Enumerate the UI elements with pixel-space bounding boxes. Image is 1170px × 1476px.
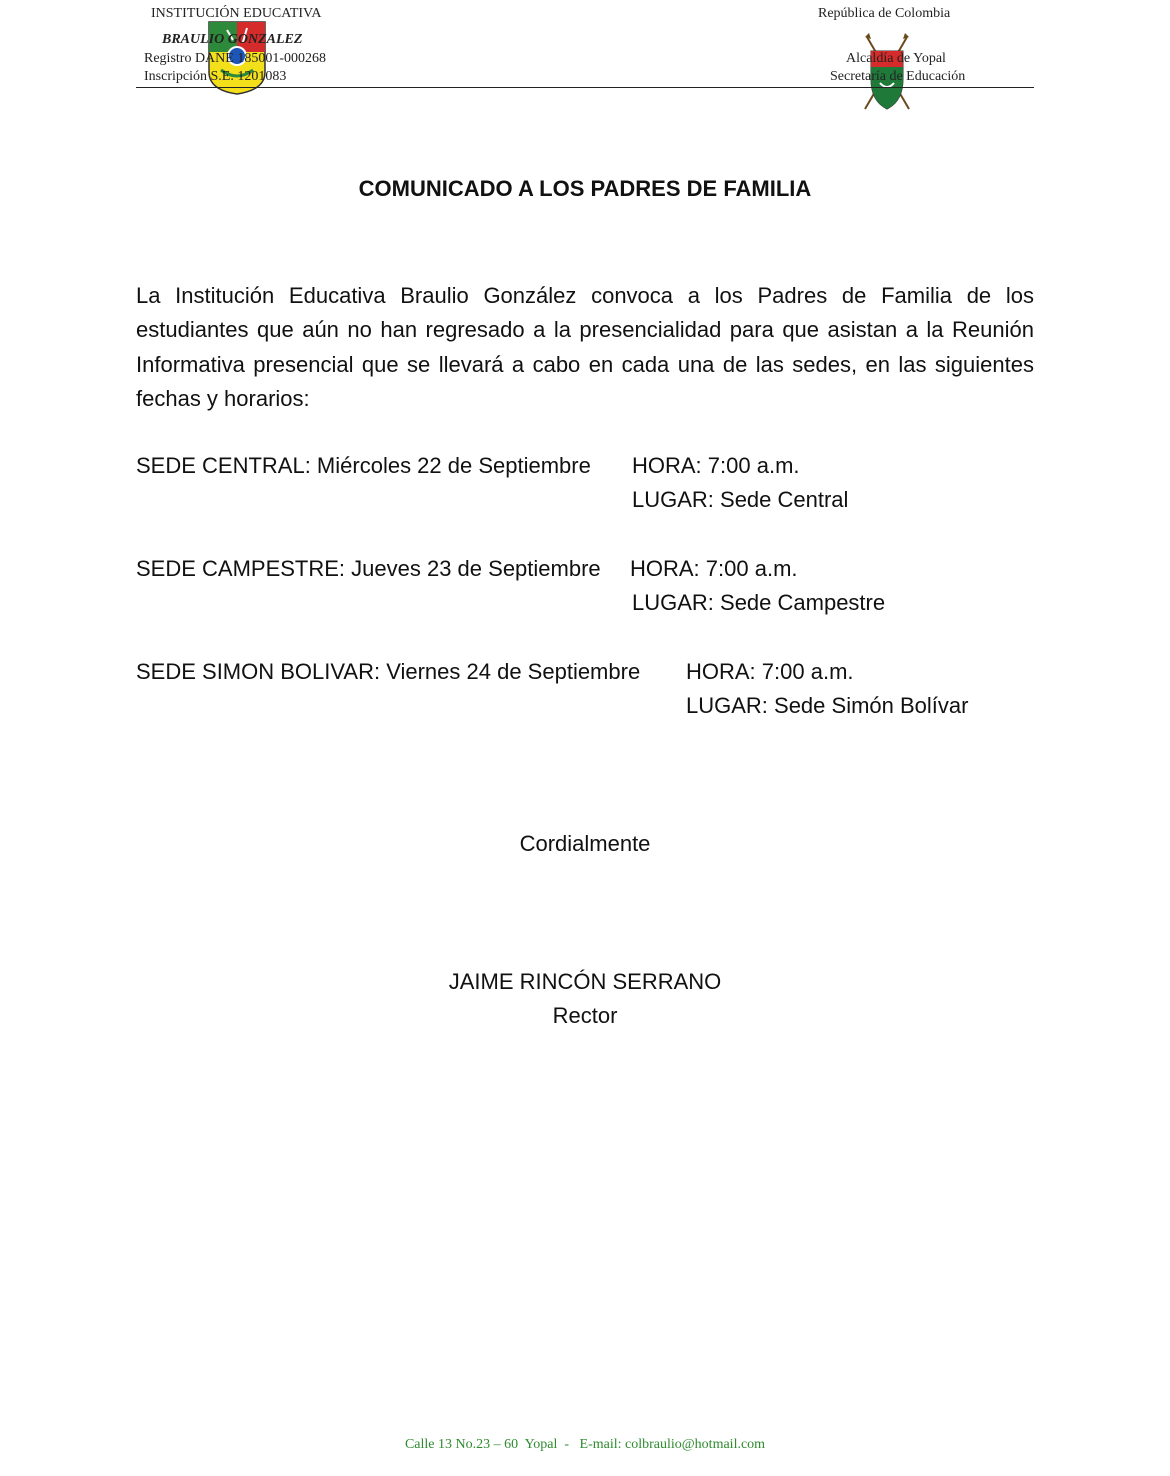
header-registro-dane: Registro DANE 185001-000268 [144, 51, 326, 66]
sede-campestre-hora: HORA: 7:00 a.m. [630, 556, 798, 581]
sede-central-lugar: LUGAR: Sede Central [632, 487, 849, 512]
signatory-name: JAIME RINCÓN SERRANO [448, 969, 722, 994]
sede-campestre-date: SEDE CAMPESTRE: Jueves 23 de Septiembre [136, 556, 601, 581]
sede-simon-bolivar-lugar: LUGAR: Sede Simón Bolívar [686, 693, 969, 718]
sede-central-date: SEDE CENTRAL: Miércoles 22 de Septiembre [136, 453, 591, 478]
closing-salutation: Cordialmente [519, 831, 651, 856]
header-institution-name: BRAULIO GONZALEZ [162, 32, 303, 47]
header-institution-type: INSTITUCIÓN EDUCATIVA [151, 6, 322, 21]
header-municipality: Alcaldía de Yopal [846, 51, 946, 66]
document-title: COMUNICADO A LOS PADRES DE FAMILIA [358, 176, 812, 201]
header-divider [136, 87, 1034, 88]
sede-simon-bolivar-date: SEDE SIMON BOLIVAR: Viernes 24 de Septiembre [136, 659, 641, 684]
header-country: República de Colombia [818, 6, 951, 21]
sede-central-hora: HORA: 7:00 a.m. [632, 453, 800, 478]
sede-campestre-lugar: LUGAR: Sede Campestre [632, 590, 886, 615]
signatory-role: Rector [552, 1003, 618, 1028]
header-education-office: Secretaría de Educación [830, 69, 966, 84]
footer-contact: Calle 13 No.23 – 60 Yopal - E-mail: colbraulio@hotmail.com [404, 1437, 766, 1452]
header-inscripcion: Inscripción S.E. 1201083 [144, 69, 287, 84]
intro-paragraph: La Institución Educativa Braulio González convoca a los Padres de Familia de los estudiantes que aún no han regresado a la presencialidad para que asistan a la Reunión Informativa presencial que se llevará a cabo en cada una de las sedes, en las siguientes fechas y horarios: [136, 283, 1034, 411]
sede-simon-bolivar-hora: HORA: 7:00 a.m. [686, 659, 854, 684]
